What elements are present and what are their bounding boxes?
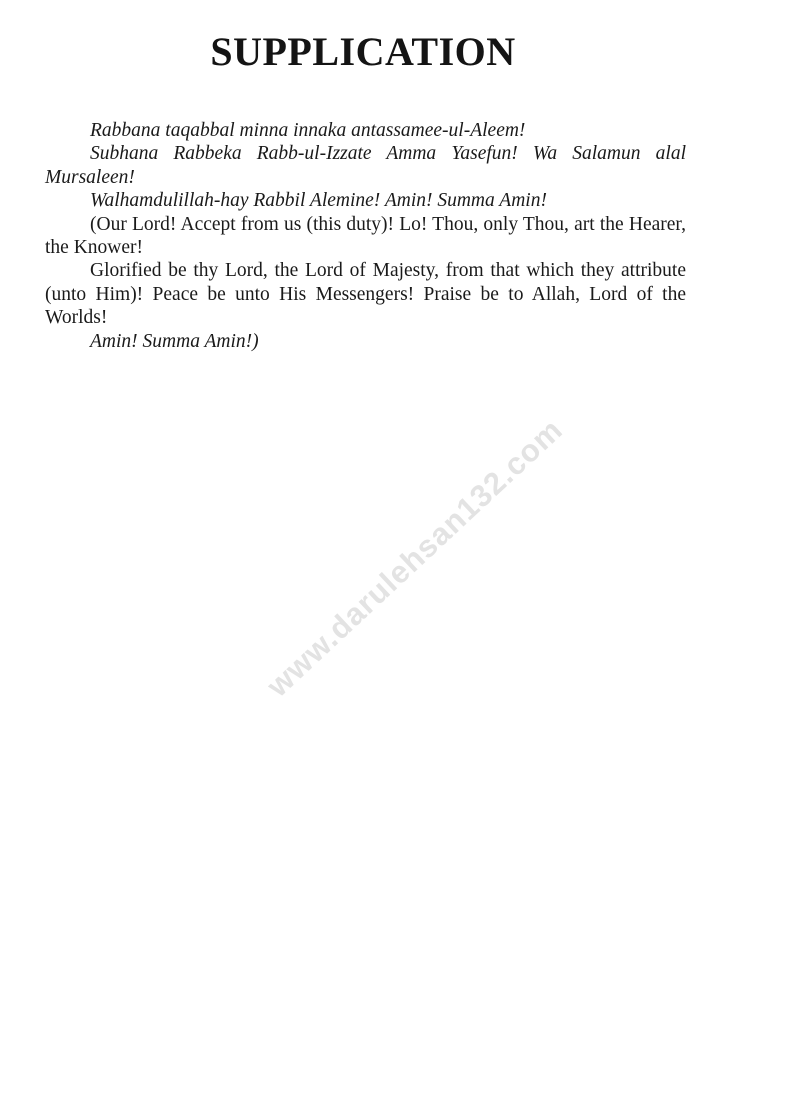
body-text (45, 119, 686, 353)
paragraph-translation-2: Glorified be thy Lord, the Lord of Majesty, from that which they attribute (unto Him)! Peace be unto His Messengers! Praise be to Allah, Lord of the Worlds! (45, 260, 686, 329)
paragraph-arabic-1: Rabbana taqabbal minna innaka antassamee-ul-Aleem! (90, 120, 526, 141)
page-title: SUPPLICATION (210, 29, 516, 74)
watermark-text: www.darulehsan132.com (260, 411, 570, 704)
paragraph-arabic-3: Walhamdulillah-hay Rabbil Alemine! Amin! Summa Amin! (90, 190, 547, 212)
paragraph-arabic-2: Subhana Rabbeka Rabb-ul-Izzate Amma Yasefun! Wa Salamun alal Mursaleen! (45, 143, 686, 188)
paragraph-translation-1: (Our Lord! Accept from us (this duty)! Lo! Thou, only Thou, art the Hearer, the Knower! (45, 213, 686, 259)
paragraph-closing: Amin! Summa Amin!) (90, 330, 259, 352)
